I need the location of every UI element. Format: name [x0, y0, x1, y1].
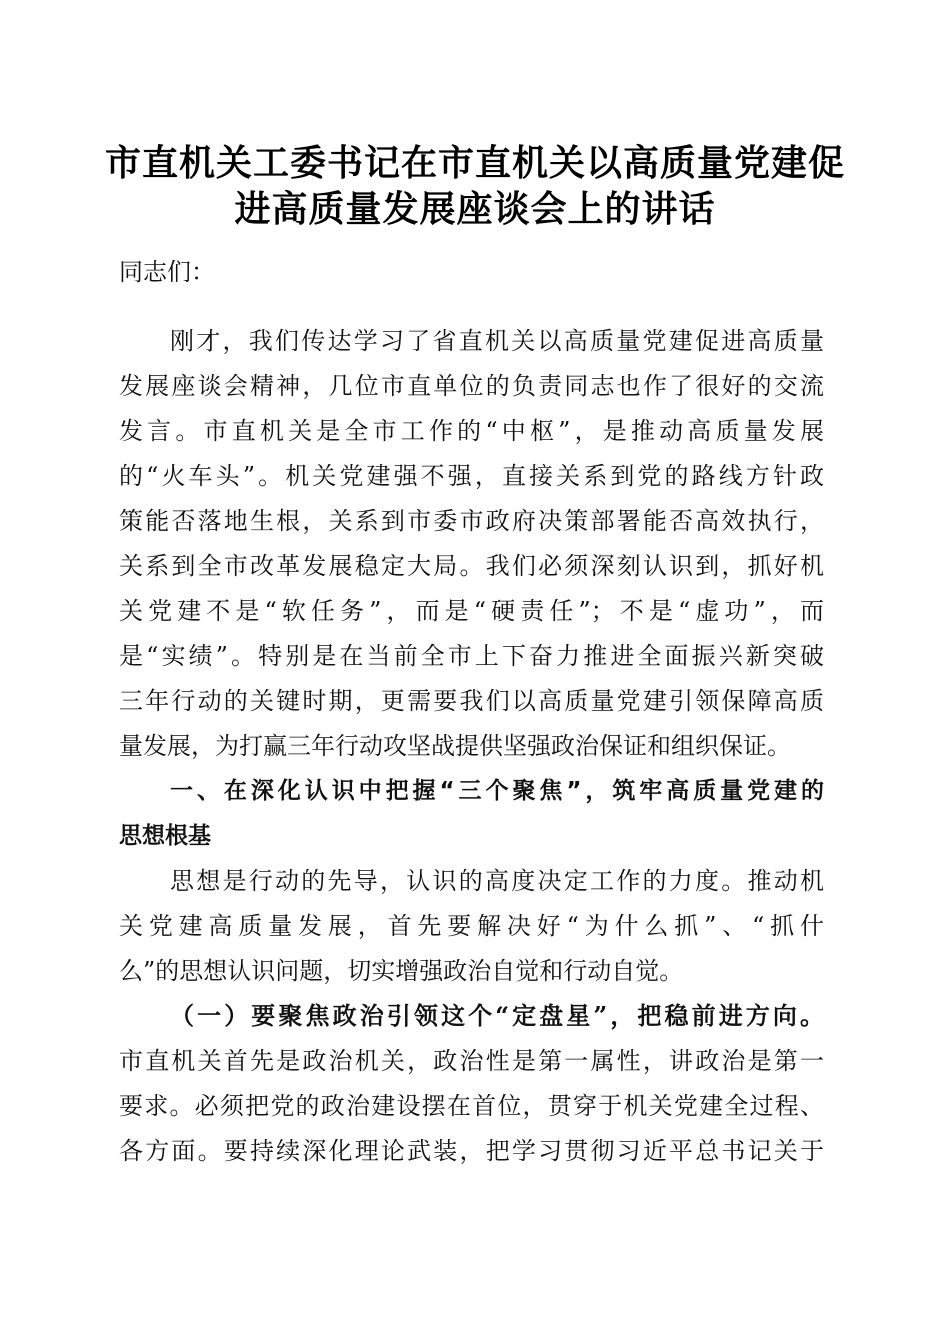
section-heading: 一、在深化认识中把握“三个聚焦”，筑牢高质量党建的 — [170, 778, 824, 804]
subsection-heading: （一）要聚焦政治引领这个“定盘星”，把稳前进方向。 — [170, 1001, 824, 1030]
paragraph-line: 思想是行动的先导，认识的高度决定工作的力度。推动机 — [170, 867, 824, 895]
paragraph-line: 策能否落地生根，关系到市委市政府决策部署能否高效执行， — [119, 507, 824, 535]
document-title-line-2: 进高质量发展座谈会上的讲话 — [234, 188, 716, 230]
paragraph-line: 么”的思想认识问题，切实增强政治自觉和行动自觉。 — [119, 957, 684, 985]
paragraph-line: 关党建不是“软任务”，而是“硬责任”；不是“虚功”，而 — [119, 597, 824, 625]
paragraph-line: 量发展，为打赢三年行动攻坚战提供坚强政治保证和组织保证。 — [119, 732, 791, 760]
paragraph-line: 市直机关首先是政治机关，政治性是第一属性，讲政治是第一 — [119, 1047, 824, 1075]
paragraph-line: 关系到全市改革发展稳定大局。我们必须深刻认识到，抓好机 — [119, 552, 824, 580]
paragraph-line: 发言。市直机关是全市工作的“中枢”，是推动高质量发展 — [119, 417, 824, 445]
paragraph-line: 是“实绩”。特别是在当前全市上下奋力推进全面振兴新突破 — [119, 642, 824, 670]
paragraph-line: 三年行动的关键时期，更需要我们以高质量党建引领保障高质 — [119, 687, 824, 715]
paragraph-line: 的“火车头”。机关党建强不强，直接关系到党的路线方针政 — [119, 462, 824, 490]
section-heading: 思想根基 — [119, 823, 211, 849]
paragraph-line: 发展座谈会精神，几位市直单位的负责同志也作了很好的交流 — [119, 372, 824, 400]
salutation: 同志们： — [119, 258, 215, 286]
paragraph-line: 关党建高质量发展，首先要解决好“为什么抓”、“抓什 — [119, 912, 824, 940]
document-title-line-1: 市直机关工委书记在市直机关以高质量党建促 — [104, 142, 845, 184]
paragraph-line: 刚才，我们传达学习了省直机关以高质量党建促进高质量 — [170, 327, 824, 355]
paragraph-line: 要求。必须把党的政治建设摆在首位，贯穿于机关党建全过程、 — [119, 1092, 824, 1120]
paragraph-line: 各方面。要持续深化理论武装，把学习贯彻习近平总书记关于 — [119, 1137, 824, 1165]
